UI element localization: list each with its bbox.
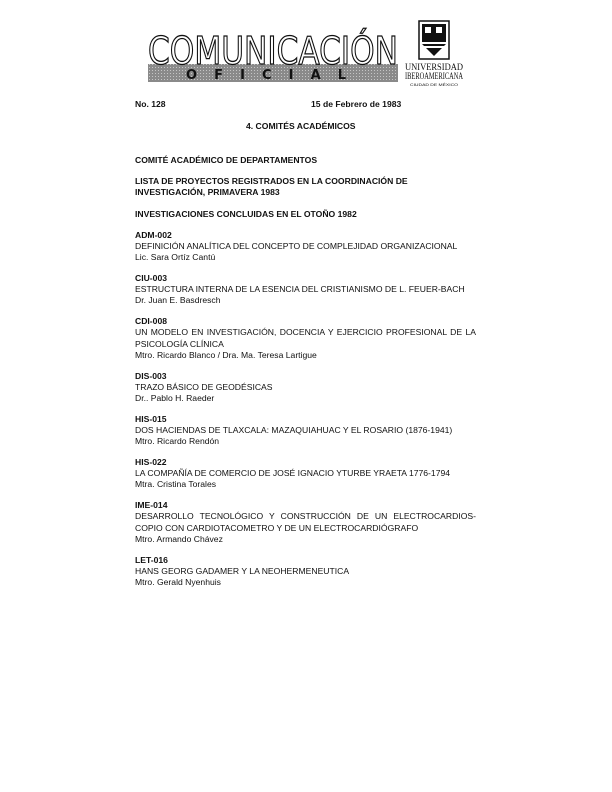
project-author: Dr. Juan E. Basdresch	[135, 295, 221, 306]
project-list	[135, 230, 476, 588]
project-entry	[135, 273, 476, 307]
project-author: Dr.. Pablo H. Raeder	[135, 393, 215, 404]
committee-heading: COMITÉ ACADÉMICO DE DEPARTAMENTOS	[135, 155, 318, 165]
project-entry	[135, 414, 476, 448]
issue-date: 15 de Febrero de 1983	[311, 99, 402, 109]
project-author: Mtro. Armando Chávez	[135, 533, 223, 544]
project-author: Mtro. Ricardo Rendón	[135, 436, 220, 447]
project-code: HIS-015	[135, 413, 167, 424]
masthead-title: COMUNICACIÓN	[148, 29, 398, 73]
issue-number: No. 128	[135, 99, 166, 109]
project-author: Mtra. Cristina Torales	[135, 479, 217, 490]
project-author: Lic. Sara Ortíz Cantú	[135, 252, 216, 263]
project-code: CDI-008	[135, 316, 167, 327]
project-author: Mtro. Ricardo Blanco / Dra. Ma. Teresa Lartigue	[135, 349, 317, 360]
project-author: Mtro. Gerald Nyenhuis	[135, 577, 221, 588]
project-entry	[135, 371, 476, 405]
project-title: DOS HACIENDAS DE TLAXCALA: MAZAQUIAHUAC Y EL ROSARIO (1876-1941)	[135, 425, 453, 436]
project-entry	[135, 230, 476, 264]
project-code: ADM-002	[135, 229, 172, 240]
project-title: LA COMPAÑÍA DE COMERCIO DE JOSÉ IGNACIO YTURBE YRAETA 1776-1794	[135, 468, 451, 479]
project-code: DIS-003	[135, 370, 167, 381]
project-title: ESTRUCTURA INTERNA DE LA ESENCIA DEL CRISTIANISMO DE L. FEUER-BACH	[135, 284, 465, 295]
project-code: IME-014	[135, 500, 168, 511]
project-title: TRAZO BÁSICO DE GEODÉSICAS	[135, 381, 273, 392]
masthead-logo	[146, 22, 400, 86]
university-logo	[403, 20, 465, 90]
subheading: INVESTIGACIONES CONCLUIDAS EN EL OTOÑO 1982	[135, 208, 357, 219]
shield-emblem-icon	[419, 21, 449, 59]
university-location: CIUDAD DE MÉXICO	[410, 82, 458, 87]
document-body	[135, 155, 476, 598]
section-title: 4. COMITÉS ACADÉMICOS	[246, 121, 356, 131]
project-entry	[135, 500, 476, 545]
university-name-line1: UNIVERSIDAD	[405, 62, 464, 72]
project-entry	[135, 316, 476, 361]
project-entry	[135, 457, 476, 491]
list-title: LISTA DE PROYECTOS REGISTRADOS EN LA COORDINACIÓN DE INVESTIGACIÓN, PRIMAVERA 1983	[135, 176, 408, 198]
project-title: HANS GEORG GADAMER Y LA NEOHERMENEUTICA	[135, 565, 350, 576]
project-entry	[135, 555, 476, 589]
masthead-subtitle: OFICIAL	[186, 68, 346, 83]
project-title: DEFINICIÓN ANALÍTICA DEL CONCEPTO DE COMPLEJIDAD ORGANIZACIONAL	[135, 241, 458, 252]
project-title: UN MODELO EN INVESTIGACIÓN, DOCENCIA Y EJERCICIO PROFESIONAL DE LA PSICOLOGÍA CLÍNICA	[135, 327, 476, 349]
project-code: CIU-003	[135, 273, 167, 284]
project-code: LET-016	[135, 554, 168, 565]
university-name-line2: IBEROAMERICANA	[405, 71, 464, 81]
project-title: DESARROLLO TECNOLÓGICO Y CONSTRUCCIÓN DE UN ELECTROCARDIOS-COPIO CON CARDIOTACOMETRO Y DE UN ELECTROCARDIÓGRAFO	[135, 511, 476, 533]
project-code: HIS-022	[135, 457, 167, 468]
